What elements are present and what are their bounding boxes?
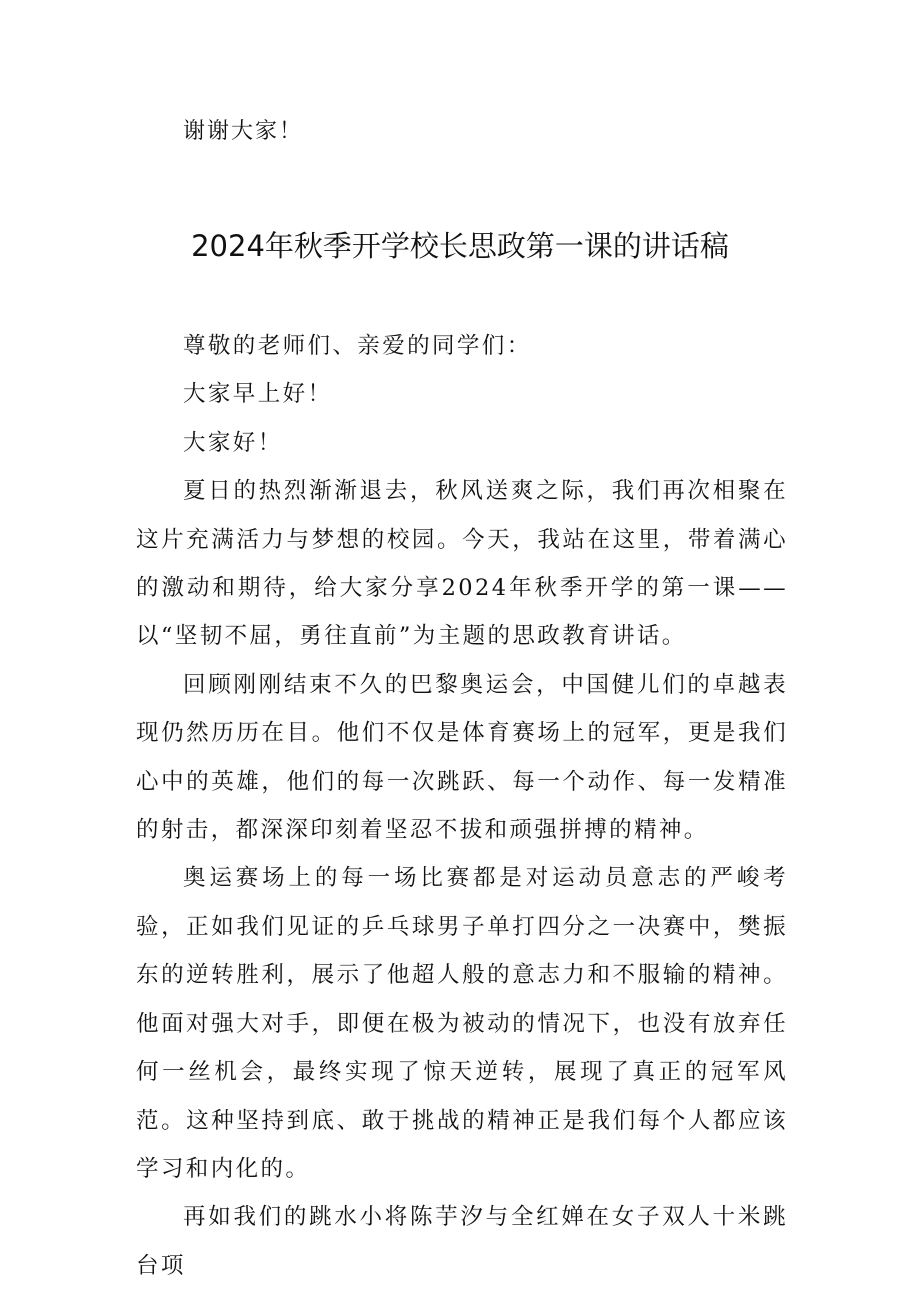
- greeting-hello: 大家好！: [183, 429, 283, 456]
- paragraph-intro: 夏日的热烈渐渐退去，秋风送爽之际，我们再次相聚在这片充满活力与梦想的校园。今天，我站在这里，带着满心的激动和期待，给大家分享2024年秋季开学的第一课——以“坚韧不屈，勇往直前”为主题的思政教育讲话。: [136, 478, 788, 650]
- speech-body: [136, 322, 788, 1290]
- greeting-morning: 大家早上好！: [183, 381, 333, 408]
- paragraph-olympics: 回顾刚刚结束不久的巴黎奥运会，中国健儿们的卓越表现仍然历历在目。他们不仅是体育赛场上的冠军，更是我们心中的英雄，他们的每一次跳跃、每一个动作、每一发精准的射击，都深深印刻着坚忍不拔和顽强拼搏的精神。: [136, 671, 788, 844]
- speech-title: 2024年秋季开学校长思政第一课的讲话稿: [191, 229, 729, 263]
- salutation: 尊敬的老师们、亲爱的同学们：: [183, 333, 532, 359]
- closing-line: 谢谢大家！: [183, 119, 304, 144]
- paragraph-table-tennis: 奥运赛场上的每一场比赛都是对运动员意志的严峻考验，正如我们见证的乒乓球男子单打四分之一决赛中，樊振东的逆转胜利，展示了他超人般的意志力和不服输的精神。他面对强大对手，即便在极为被动的情况下，也没有放弃任何一丝机会，最终实现了惊天逆转，展现了真正的冠军风范。这种坚持到底、敢于挑战的精神正是我们每个人都应该学习和内化的。: [136, 865, 788, 1182]
- paragraph-diving: 再如我们的跳水小将陈芋汐与全红婵在女子双人十米跳台项: [136, 1204, 788, 1279]
